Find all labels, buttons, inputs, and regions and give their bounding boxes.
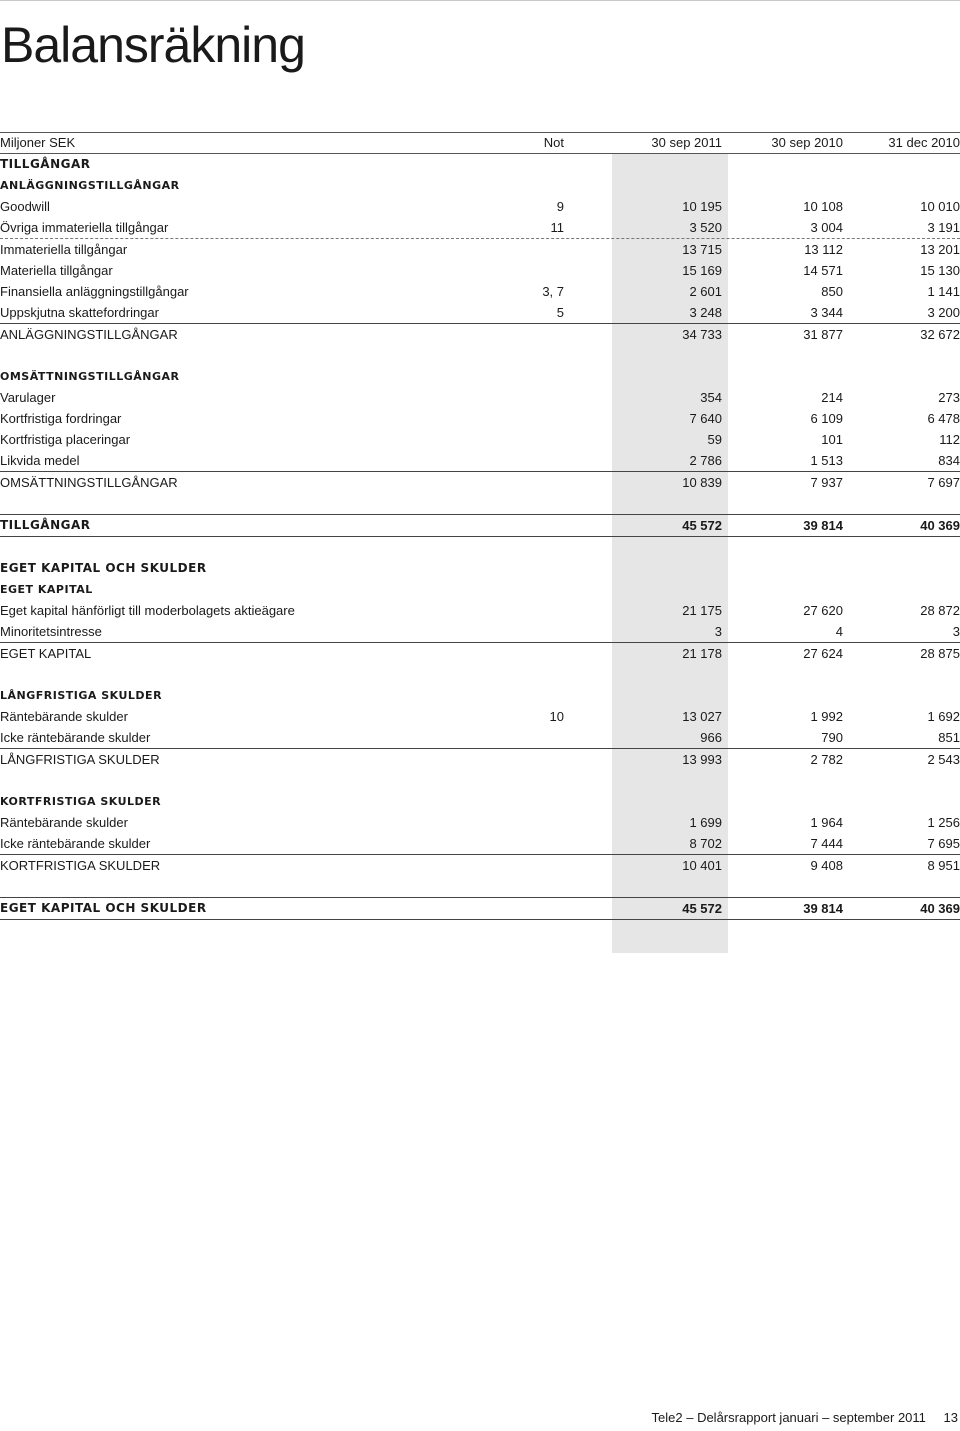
value-30-sep-2011: 10 401 (682, 858, 722, 873)
page-footer (652, 1410, 958, 1425)
table-row (0, 260, 960, 281)
row-label: Goodwill (0, 199, 50, 214)
subtotal-row (0, 748, 960, 770)
value-30-sep-2011: 21 175 (682, 603, 722, 618)
value-30-sep-2010: 1 964 (810, 815, 843, 830)
row-label: TILLGÅNGAR (0, 518, 91, 532)
value-31-dec-2010: 3 (952, 624, 960, 639)
row-label: Kortfristiga fordringar (0, 411, 122, 426)
value-30-sep-2010: 13 112 (804, 242, 843, 257)
value-30-sep-2011: 21 178 (682, 646, 722, 661)
row-label: OMSÄTTNINGSTILLGÅNGAR (0, 370, 180, 383)
table-header (0, 132, 960, 154)
value-30-sep-2011: 1 699 (689, 815, 722, 830)
value-31-dec-2010: 7 697 (927, 475, 960, 490)
value-30-sep-2011: 3 248 (689, 305, 722, 320)
table-row (0, 387, 960, 408)
spacer-row (0, 664, 960, 685)
table-row (0, 600, 960, 621)
value-31-dec-2010: 10 010 (920, 199, 960, 214)
value-31-dec-2010: 1 256 (927, 815, 960, 830)
value-30-sep-2010: 39 814 (803, 901, 843, 916)
subsection-heading (0, 685, 960, 706)
value-30-sep-2010: 7 937 (810, 475, 843, 490)
table-row (0, 621, 960, 642)
value-31-dec-2010: 3 191 (927, 220, 960, 235)
page-number: 13 (943, 1410, 958, 1425)
row-label: Eget kapital hänförligt till moderbolagets aktieägare (0, 603, 295, 618)
row-label: EGET KAPITAL OCH SKULDER (0, 561, 207, 575)
value-30-sep-2010: 214 (821, 390, 843, 405)
value-30-sep-2010: 9 408 (810, 858, 843, 873)
value-30-sep-2010: 101 (821, 432, 843, 447)
header-col-1: 30 sep 2011 (651, 135, 722, 150)
value-30-sep-2010: 27 624 (803, 646, 843, 661)
grand-total-row (0, 514, 960, 537)
row-label: KORTFRISTIGA SKULDER (0, 795, 162, 808)
value-30-sep-2010: 4 (835, 624, 843, 639)
value-31-dec-2010: 834 (938, 453, 960, 468)
table-row (0, 408, 960, 429)
value-30-sep-2011: 10 839 (682, 475, 722, 490)
row-label: Kortfristiga placeringar (0, 432, 131, 447)
subtotal-row (0, 471, 960, 493)
table-row (0, 727, 960, 748)
value-30-sep-2011: 10 195 (682, 199, 722, 214)
row-label: Icke räntebärande skulder (0, 836, 151, 851)
subtotal-row (0, 642, 960, 664)
row-label: Finansiella anläggningstillgångar (0, 284, 189, 299)
value-30-sep-2011: 34 733 (682, 327, 722, 342)
value-30-sep-2011: 3 520 (689, 220, 722, 235)
table-row (0, 706, 960, 727)
table-row (0, 833, 960, 854)
value-31-dec-2010: 8 951 (927, 858, 960, 873)
value-30-sep-2011: 15 169 (682, 263, 722, 278)
value-30-sep-2010: 27 620 (803, 603, 843, 618)
footer-report-title: Tele2 – Delårsrapport januari – september 2011 (651, 1410, 926, 1425)
spacer-row (0, 876, 960, 897)
row-label: Immateriella tillgångar (0, 242, 128, 257)
value-30-sep-2011: 45 572 (682, 518, 722, 533)
value-31-dec-2010: 2 543 (927, 752, 960, 767)
table-row (0, 302, 960, 323)
header-not: Not (543, 135, 564, 150)
row-label: Räntebärande skulder (0, 709, 128, 724)
top-rule (0, 0, 960, 1)
section-heading (0, 558, 960, 579)
row-label: EGET KAPITAL (0, 646, 92, 661)
row-label: Varulager (0, 390, 56, 405)
row-label: EGET KAPITAL OCH SKULDER (0, 901, 207, 915)
value-31-dec-2010: 851 (938, 730, 960, 745)
row-label: Räntebärande skulder (0, 815, 128, 830)
value-30-sep-2010: 2 782 (810, 752, 843, 767)
note-ref: 5 (556, 305, 564, 320)
row-label: Materiella tillgångar (0, 263, 113, 278)
spacer-row (0, 770, 960, 791)
value-30-sep-2011: 7 640 (689, 411, 722, 426)
value-31-dec-2010: 40 369 (920, 901, 960, 916)
subtotal-row (0, 854, 960, 876)
value-31-dec-2010: 15 130 (920, 263, 960, 278)
value-31-dec-2010: 7 695 (927, 836, 960, 851)
value-30-sep-2011: 13 993 (682, 752, 722, 767)
subsection-heading (0, 366, 960, 387)
value-30-sep-2010: 14 571 (803, 263, 843, 278)
page-title: Balansräkning (1, 17, 305, 73)
grand-total-row (0, 897, 960, 920)
table-row (0, 429, 960, 450)
value-30-sep-2011: 2 601 (689, 284, 722, 299)
value-31-dec-2010: 273 (938, 390, 960, 405)
value-30-sep-2011: 3 (714, 624, 722, 639)
value-31-dec-2010: 1 141 (927, 284, 960, 299)
value-30-sep-2010: 3 004 (810, 220, 843, 235)
header-col-2: 30 sep 2010 (771, 135, 843, 150)
value-31-dec-2010: 32 672 (920, 327, 960, 342)
note-ref: 11 (550, 220, 564, 235)
value-30-sep-2010: 10 108 (803, 199, 843, 214)
row-label: EGET KAPITAL (0, 583, 93, 596)
spacer-row (0, 537, 960, 558)
row-label: Uppskjutna skattefordringar (0, 305, 159, 320)
table-row (0, 196, 960, 217)
value-30-sep-2011: 354 (700, 390, 722, 405)
value-31-dec-2010: 1 692 (927, 709, 960, 724)
value-31-dec-2010: 13 201 (920, 242, 960, 257)
value-31-dec-2010: 28 875 (920, 646, 960, 661)
subsection-heading (0, 175, 960, 196)
note-ref: 10 (549, 709, 564, 724)
table-row (0, 450, 960, 471)
note-ref: 9 (556, 199, 564, 214)
value-30-sep-2010: 1 513 (810, 453, 843, 468)
note-ref: 3, 7 (542, 284, 564, 299)
value-30-sep-2010: 6 109 (810, 411, 843, 426)
value-31-dec-2010: 3 200 (927, 305, 960, 320)
value-31-dec-2010: 28 872 (920, 603, 960, 618)
balance-sheet-table (0, 132, 960, 920)
table-row (0, 217, 960, 238)
table-row (0, 812, 960, 833)
value-30-sep-2010: 790 (821, 730, 843, 745)
subsection-heading (0, 791, 960, 812)
value-30-sep-2011: 2 786 (689, 453, 722, 468)
value-30-sep-2010: 1 992 (810, 709, 843, 724)
subsection-heading (0, 579, 960, 600)
row-label: KORTFRISTIGA SKULDER (0, 858, 161, 873)
row-label: LÅNGFRISTIGA SKULDER (0, 689, 163, 702)
row-label: Minoritetsintresse (0, 624, 102, 639)
row-label: LÅNGFRISTIGA SKULDER (0, 752, 160, 767)
value-30-sep-2010: 7 444 (810, 836, 843, 851)
spacer-row (0, 493, 960, 514)
section-heading (0, 154, 960, 175)
row-label: Likvida medel (0, 453, 80, 468)
row-label: Övriga immateriella tillgångar (0, 220, 169, 235)
value-30-sep-2010: 850 (821, 284, 843, 299)
value-30-sep-2010: 31 877 (803, 327, 843, 342)
value-30-sep-2011: 45 572 (682, 901, 722, 916)
row-label: ANLÄGGNINGSTILLGÅNGAR (0, 179, 180, 192)
value-31-dec-2010: 112 (939, 432, 960, 447)
value-30-sep-2011: 966 (700, 730, 722, 745)
row-label: Icke räntebärande skulder (0, 730, 151, 745)
row-label: ANLÄGGNINGSTILLGÅNGAR (0, 327, 178, 342)
row-label: OMSÄTTNINGSTILLGÅNGAR (0, 475, 178, 490)
value-31-dec-2010: 40 369 (920, 518, 960, 533)
value-30-sep-2011: 13 715 (682, 242, 722, 257)
value-30-sep-2010: 3 344 (810, 305, 843, 320)
header-col-3: 31 dec 2010 (888, 135, 960, 150)
value-30-sep-2011: 13 027 (682, 709, 722, 724)
row-label: TILLGÅNGAR (0, 157, 91, 171)
subtotal-row (0, 323, 960, 345)
table-row (0, 281, 960, 302)
value-30-sep-2010: 39 814 (803, 518, 843, 533)
spacer-row (0, 345, 960, 366)
header-label: Miljoner SEK (0, 135, 76, 150)
value-31-dec-2010: 6 478 (927, 411, 960, 426)
value-30-sep-2011: 59 (707, 432, 722, 447)
subtotal-row (0, 238, 960, 260)
value-30-sep-2011: 8 702 (689, 836, 722, 851)
